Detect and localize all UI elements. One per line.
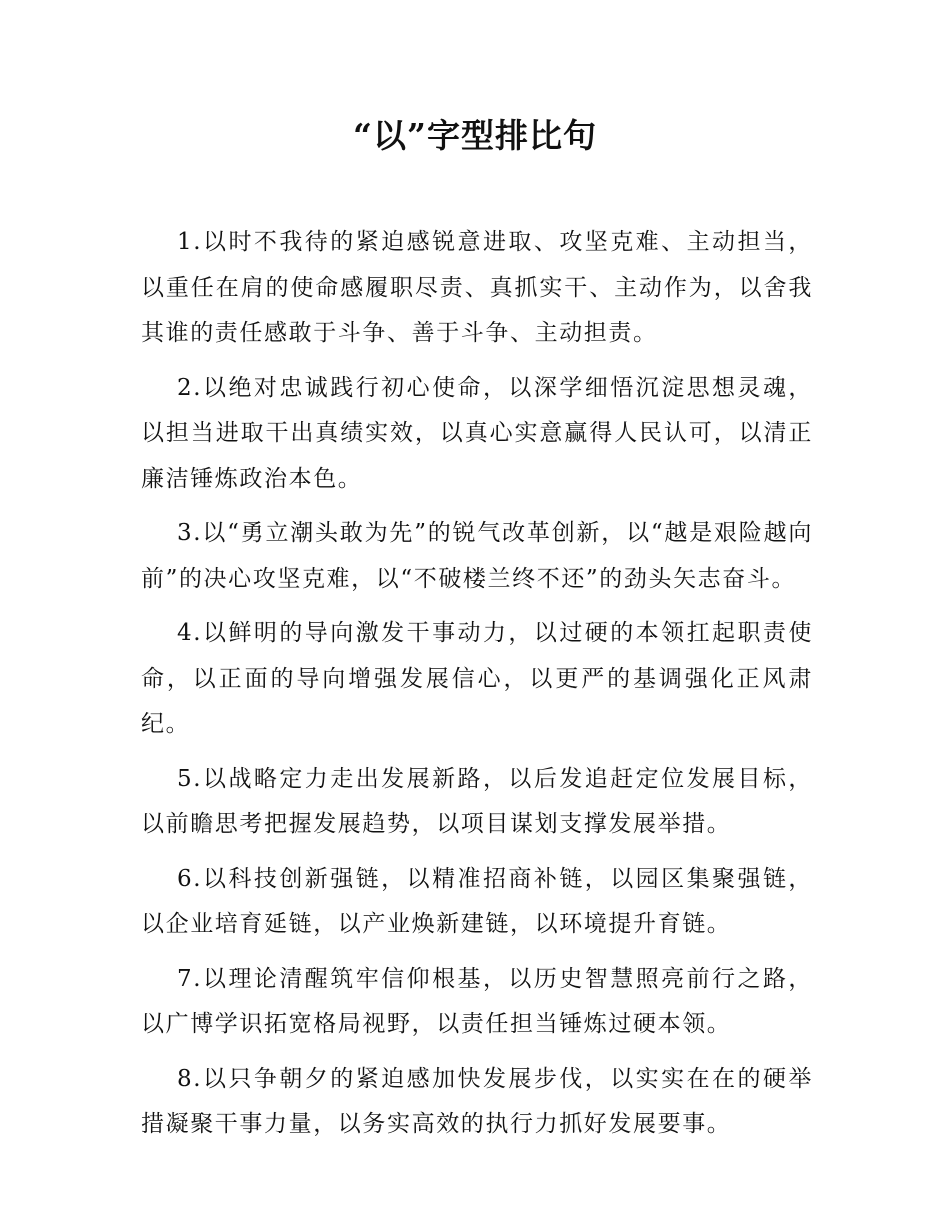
paragraph-6: 6.以科技创新强链，以精准招商补链，以园区集聚强链，以企业培育延链，以产业焕新建链，以环境提升育链。 [141, 865, 813, 937]
paragraph-8: 8.以只争朝夕的紧迫感加快发展步伐，以实实在在的硬举措凝聚干事力量，以务实高效的执行力抓好发展要事。 [141, 1065, 813, 1137]
paragraph-5: 5.以战略定力走出发展新路，以后发追赶定位发展目标，以前瞻思考把握发展趋势，以项目谋划支撑发展举措。 [141, 765, 813, 837]
paragraph-4: 4.以鲜明的导向激发干事动力，以过硬的本领扛起职责使命，以正面的导向增强发展信心，以更严的基调强化正风肃纪。 [141, 620, 813, 737]
paragraph-3: 3.以“勇立潮头敢为先”的锐气改革创新，以“越是艰险越向前”的决心攻坚克难，以“不破楼兰终不还”的劲头矢志奋斗。 [141, 520, 813, 592]
paragraph-7: 7.以理论清醒筑牢信仰根基，以历史智慧照亮前行之路，以广博学识拓宽格局视野，以责任担当锤炼过硬本领。 [141, 965, 813, 1037]
paragraph-1: 1.以时不我待的紧迫感锐意进取、攻坚克难、主动担当，以重任在肩的使命感履职尽责、真抓实干、主动作为，以舍我其谁的责任感敢于斗争、善于斗争、主动担责。 [141, 229, 813, 346]
paragraph-2: 2.以绝对忠诚践行初心使命，以深学细悟沉淀思想灵魂，以担当进取干出真绩实效，以真心实意赢得人民认可，以清正廉洁锤炼政治本色。 [141, 374, 813, 492]
document-title: “以”字型排比句 [353, 116, 597, 155]
document-body [141, 220, 813, 1157]
